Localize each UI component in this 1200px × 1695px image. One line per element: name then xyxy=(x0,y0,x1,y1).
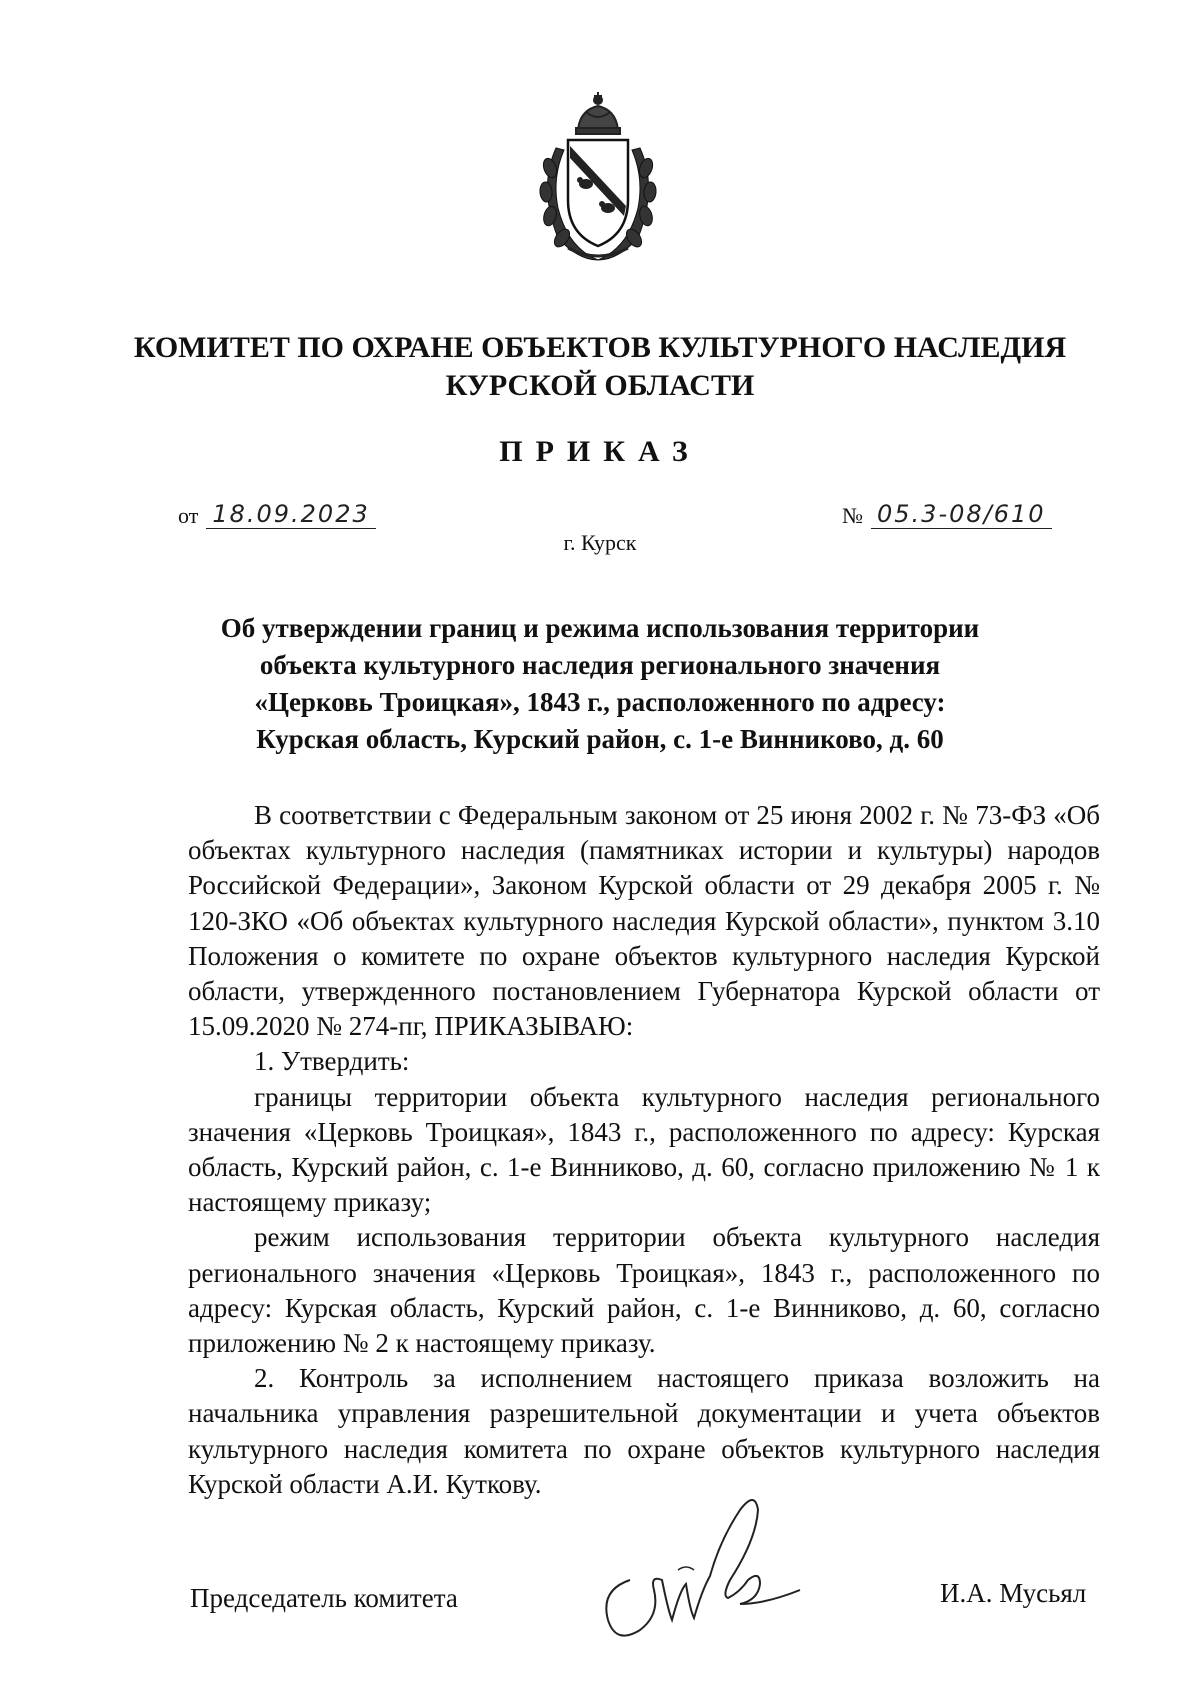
subject-line: объекта культурного наследия регионального значения xyxy=(259,650,941,680)
organization-name-line1: КОМИТЕТ ПО ОХРАНЕ ОБЪЕКТОВ КУЛЬТУРНОГО НАСЛЕДИЯ xyxy=(133,331,1067,364)
document-subject xyxy=(150,610,1050,758)
number-value: 05.3-08/610 xyxy=(871,500,1052,529)
organization-name-line2: КУРСКОЙ ОБЛАСТИ xyxy=(445,369,755,402)
subject-line: «Церковь Троицкая», 1843 г., расположенного по адресу: xyxy=(254,687,946,717)
body-paragraph: 1. Утвердить: xyxy=(254,1046,410,1077)
signer-name: И.А. Мусьял xyxy=(940,1578,1087,1608)
subject-line: Об утверждении границ и режима использования территории xyxy=(220,613,980,643)
signer-title: Председатель комитета xyxy=(190,1583,458,1613)
body-paragraph: режим использования территории объекта культурного наследия регионального значения «Церковь Троицкая», 1843 г., расположенного по адресу: Курская область, Курский район, с. 1-е Винниково, д. 60, согласно приложению № 2 к настоящему приказу. xyxy=(188,1222,1100,1359)
number-prefix: № xyxy=(842,503,863,528)
handwritten-signature xyxy=(590,1480,820,1650)
document-number xyxy=(842,500,1052,529)
coat-of-arms-icon xyxy=(528,88,668,266)
document-type: ПРИКАЗ xyxy=(499,435,701,468)
date-prefix: от xyxy=(178,503,199,528)
document-city: г. Курск xyxy=(563,530,637,555)
body-paragraph: 2. Контроль за исполнением настоящего приказа возложить на начальника управления разрешительной документации и учета объектов культурного наследия комитета по охране объектов культурного наследия Курской области А.И. Куткову. xyxy=(188,1363,1100,1499)
body-paragraph: В соответствии с Федеральным законом от 25 июня 2002 г. № 73-ФЗ «Об объектах культурного наследия (памятниках истории и культуры) народов Российской Федерации», Законом Курской области от 29 декабря 2005 г. № 120-ЗКО «Об объектах культурного наследия Курской области», пунктом 3.10 Положения о комитете по охране объектов культурного наследия Курской области, утвержденного постановлением Губернатора Курской области от 15.09.2020 № 274-пг, ПРИКАЗЫВАЮ: xyxy=(188,800,1100,1042)
body-paragraph: границы территории объекта культурного наследия регионального значения «Церковь Троицкая», 1843 г., расположенного по адресу: Курская область, Курский район, с. 1-е Винниково, д. 60, согласно приложению № 1 к настоящему приказу; xyxy=(188,1081,1100,1218)
document-date xyxy=(178,500,376,529)
subject-line: Курская область, Курский район, с. 1-е Винниково, д. 60 xyxy=(256,724,944,754)
date-value: 18.09.2023 xyxy=(206,500,375,529)
document-body xyxy=(188,798,1100,1502)
